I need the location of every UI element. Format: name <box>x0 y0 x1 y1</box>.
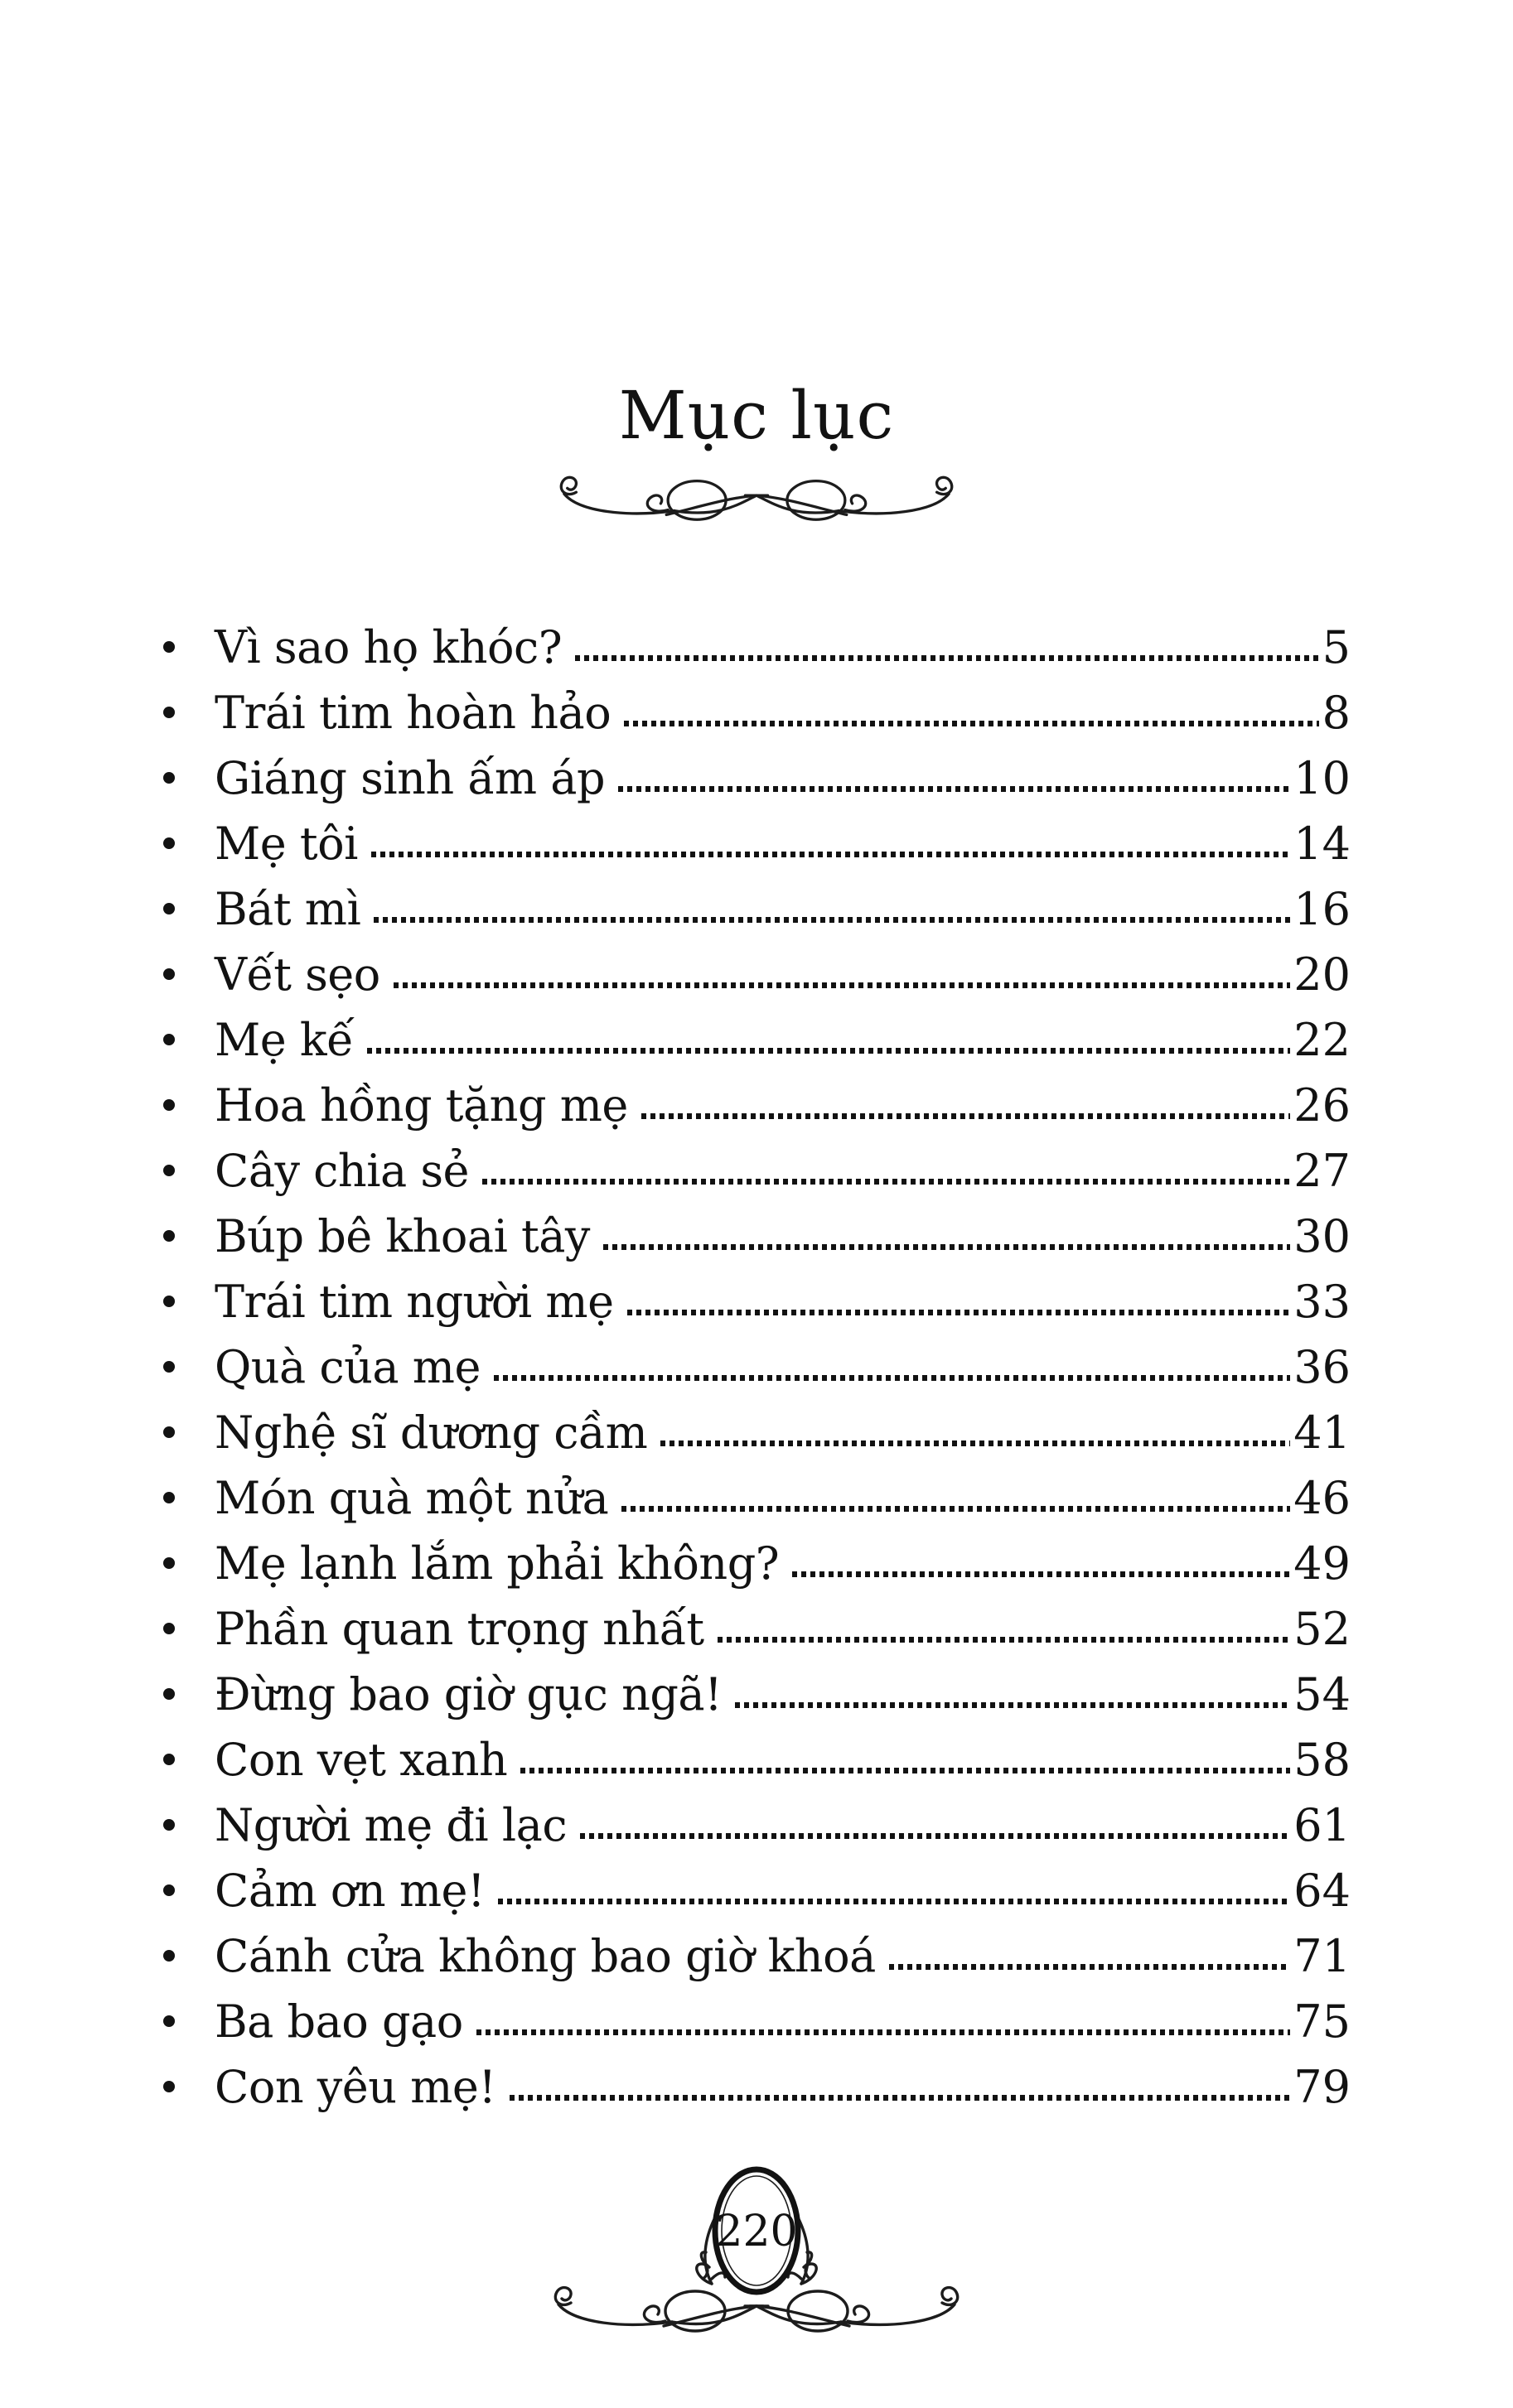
toc-entry-title: Mẹ lạnh lắm phải không? <box>215 1537 780 1590</box>
toc-row <box>163 932 1351 1001</box>
bullet-icon <box>163 1099 175 1111</box>
toc-row <box>163 605 1351 673</box>
toc-row <box>163 1913 1351 1982</box>
toc-entry-page: 52 <box>1293 1603 1351 1655</box>
dot-leader <box>510 2095 1291 2101</box>
toc-entry-title: Món quà một nửa <box>215 1472 609 1524</box>
bullet-cell <box>163 1099 215 1128</box>
dot-leader <box>889 1964 1290 1970</box>
dot-leader <box>641 1113 1290 1119</box>
bullet-cell <box>163 837 215 866</box>
toc-entry-page: 33 <box>1293 1276 1351 1328</box>
toc-entry-page: 79 <box>1293 2061 1351 2113</box>
bullet-cell <box>163 1034 215 1063</box>
dot-leader <box>580 1833 1290 1839</box>
dot-leader <box>735 1702 1290 1708</box>
toc-entry-title: Vết sẹo <box>215 948 380 1001</box>
dot-leader <box>792 1571 1290 1577</box>
dot-leader <box>374 917 1290 923</box>
dot-leader <box>660 1440 1290 1446</box>
toc-entry-page: 5 <box>1322 621 1351 673</box>
toc-row <box>163 1128 1351 1197</box>
toc-entry-page: 22 <box>1293 1014 1351 1066</box>
bullet-cell <box>163 903 215 932</box>
toc-entry-title: Vì sao họ khóc? <box>215 621 563 673</box>
toc-row <box>163 1521 1351 1590</box>
dot-leader <box>624 721 1318 726</box>
toc-entry-title: Cánh cửa không bao giờ khoá <box>215 1930 876 1982</box>
toc-entry-title: Con vẹt xanh <box>215 1734 508 1786</box>
toc-entry-page: 49 <box>1293 1537 1351 1590</box>
dot-leader <box>371 852 1290 857</box>
toc-entry-title: Mẹ kế <box>215 1014 354 1066</box>
bullet-cell <box>163 1754 215 1783</box>
toc-entry-title: Đừng bao giờ gục ngã! <box>215 1668 723 1720</box>
toc-row <box>163 866 1351 935</box>
toc-entry-page: 20 <box>1293 948 1351 1001</box>
toc-entry-page: 14 <box>1293 818 1351 870</box>
bullet-icon <box>163 1296 175 1307</box>
toc-entry-title: Quà của mẹ <box>215 1341 481 1393</box>
toc-entry-title: Con yêu mẹ! <box>215 2061 496 2113</box>
bullet-cell <box>163 1688 215 1717</box>
toc-row <box>163 1652 1351 1720</box>
dot-leader <box>482 1179 1290 1185</box>
toc-row <box>163 1259 1351 1328</box>
bullet-cell <box>163 1819 215 1848</box>
dot-leader <box>718 1637 1291 1643</box>
toc-entry-page: 75 <box>1293 1995 1351 2048</box>
dot-leader <box>618 786 1290 792</box>
bullet-cell <box>163 2081 215 2110</box>
bullet-icon <box>163 1165 175 1176</box>
toc-entry-page: 36 <box>1293 1341 1351 1393</box>
bullet-icon <box>163 837 175 849</box>
toc-entry-title: Giáng sinh ấm áp <box>215 752 606 804</box>
toc-entry-title: Cây chia sẻ <box>215 1145 470 1197</box>
toc-entry-title: Ba bao gạo <box>215 1995 463 2048</box>
dot-leader <box>498 1899 1290 1904</box>
bullet-icon <box>163 1361 175 1373</box>
bullet-cell <box>163 1623 215 1652</box>
toc-entry-page: 71 <box>1293 1930 1351 1982</box>
toc-entry-title: Người mẹ đi lạc <box>215 1799 568 1851</box>
toc-entry-page: 26 <box>1293 1079 1351 1132</box>
toc-row <box>163 1390 1351 1459</box>
toc-row <box>163 1455 1351 1524</box>
dot-leader <box>575 655 1318 661</box>
bullet-icon <box>163 1230 175 1242</box>
toc-row <box>163 670 1351 739</box>
bullet-cell <box>163 1361 215 1390</box>
page-number: 220 <box>715 2207 798 2256</box>
bullet-cell <box>163 641 215 670</box>
bullet-icon <box>163 903 175 914</box>
bullet-cell <box>163 1950 215 1979</box>
toc-row <box>163 1979 1351 2048</box>
bullet-icon <box>163 1884 175 1896</box>
dot-leader <box>494 1375 1290 1381</box>
toc-row <box>163 997 1351 1066</box>
title-flourish-icon <box>555 471 958 527</box>
bullet-icon <box>163 1754 175 1765</box>
bullet-icon <box>163 1034 175 1045</box>
dot-leader <box>627 1310 1291 1315</box>
toc-entry-page: 30 <box>1293 1210 1351 1262</box>
toc-entry-page: 10 <box>1293 752 1351 804</box>
bullet-icon <box>163 1623 175 1634</box>
bullet-cell <box>163 1884 215 1913</box>
bullet-icon <box>163 707 175 718</box>
dot-leader <box>603 1244 1290 1250</box>
bullet-cell <box>163 1426 215 1455</box>
toc-entry-page: 41 <box>1293 1407 1351 1459</box>
toc-row <box>163 2044 1351 2113</box>
toc-row <box>163 1717 1351 1786</box>
bullet-icon <box>163 1557 175 1569</box>
toc-entry-title: Trái tim người mẹ <box>215 1276 614 1328</box>
toc-entry-page: 64 <box>1293 1865 1351 1917</box>
bullet-icon <box>163 641 175 653</box>
dot-leader <box>367 1048 1290 1054</box>
bullet-icon <box>163 968 175 980</box>
toc-entry-title: Mẹ tôi <box>215 818 358 870</box>
toc-entry-title: Trái tim hoàn hảo <box>215 687 611 739</box>
toc-row <box>163 1783 1351 1851</box>
dot-leader <box>394 982 1291 988</box>
toc-entry-title: Hoa hồng tặng mẹ <box>215 1079 628 1132</box>
toc-row <box>163 801 1351 870</box>
toc-entry-page: 46 <box>1293 1472 1351 1524</box>
page-title: Mục lục <box>618 377 895 454</box>
bullet-icon <box>163 2015 175 2027</box>
toc-row <box>163 1325 1351 1393</box>
bullet-icon <box>163 1950 175 1962</box>
bullet-cell <box>163 2015 215 2044</box>
bullet-cell <box>163 1557 215 1586</box>
toc-list <box>0 605 1513 2113</box>
toc-row <box>163 736 1351 804</box>
bullet-cell <box>163 1230 215 1259</box>
toc-entry-title: Phần quan trọng nhất <box>215 1603 704 1655</box>
bullet-icon <box>163 1688 175 1700</box>
toc-entry-title: Cảm ơn mẹ! <box>215 1865 486 1917</box>
bullet-icon <box>163 1819 175 1831</box>
bullet-cell <box>163 1296 215 1325</box>
dot-leader <box>621 1506 1290 1512</box>
dot-leader <box>476 2029 1291 2035</box>
toc-entry-page: 27 <box>1293 1145 1351 1197</box>
toc-entry-page: 8 <box>1322 687 1351 739</box>
toc-entry-page: 58 <box>1293 1734 1351 1786</box>
dot-leader <box>520 1768 1290 1773</box>
toc-entry-page: 16 <box>1293 883 1351 935</box>
toc-entry-title: Bát mì <box>215 883 361 935</box>
bullet-icon <box>163 1492 175 1503</box>
toc-row <box>163 1586 1351 1655</box>
bullet-cell <box>163 1165 215 1194</box>
bullet-icon <box>163 772 175 784</box>
bullet-cell <box>163 772 215 801</box>
toc-row <box>163 1848 1351 1917</box>
bullet-cell <box>163 968 215 997</box>
bullet-cell <box>163 707 215 736</box>
bullet-cell <box>163 1492 215 1521</box>
bullet-icon <box>163 2081 175 2092</box>
toc-entry-title: Búp bê khoai tây <box>215 1210 590 1262</box>
toc-entry-page: 54 <box>1293 1668 1351 1720</box>
toc-entry-title: Nghệ sĩ dương cầm <box>215 1407 648 1459</box>
footer-page-number-ornament <box>541 2158 972 2357</box>
toc-entry-page: 61 <box>1293 1799 1351 1851</box>
toc-row <box>163 1194 1351 1262</box>
bullet-icon <box>163 1426 175 1438</box>
toc-row <box>163 1063 1351 1132</box>
